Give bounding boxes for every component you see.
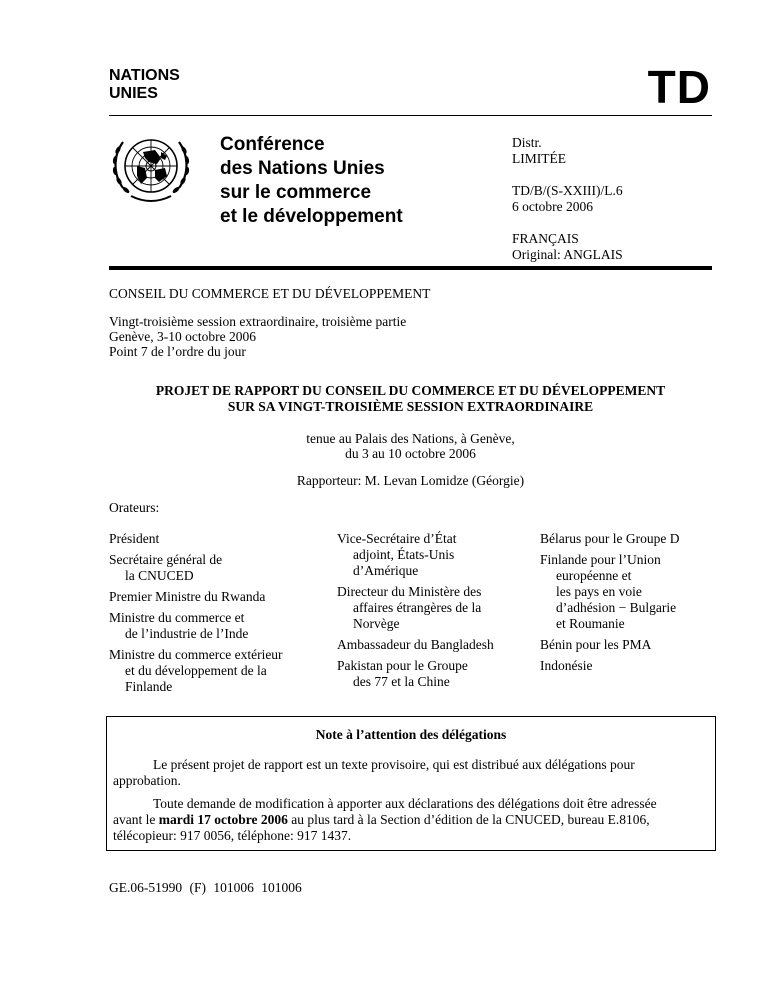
- speakers-column-3: [540, 531, 715, 679]
- conference-line1: Conférence: [220, 134, 325, 155]
- speaker-item: Président: [109, 531, 160, 546]
- conference-line2: des Nations Unies: [220, 158, 385, 179]
- delegation-note-box: [106, 716, 716, 851]
- speaker-item: Pakistan pour le Groupe des 77 et la Chine: [337, 658, 468, 689]
- session-info: [109, 314, 406, 359]
- header-rule: [109, 115, 712, 116]
- speakers-column-1: [109, 531, 334, 700]
- doc-date: 6 octobre 2006: [512, 199, 593, 214]
- note-title: Note à l’attention des délégations: [315, 727, 507, 742]
- org-line2: UNIES: [109, 85, 158, 102]
- distr-type: LIMITÉE: [512, 151, 566, 166]
- speaker-item: Bélarus pour le Groupe D: [540, 531, 680, 546]
- title-line2: SUR SA VINGT-TROISIÈME SESSION EXTRAORDINAIRE: [227, 399, 594, 414]
- doc-original: Original: ANGLAIS: [512, 247, 623, 262]
- speaker-item: Vice-Secrétaire d’État adjoint, États-Unis d’Amérique: [337, 531, 457, 578]
- speakers-label: Orateurs:: [109, 500, 160, 515]
- distribution-block: [512, 135, 623, 263]
- document-series-symbol: TD: [647, 61, 711, 113]
- session-line1: Vingt-troisième session extraordinaire, troisième partie: [109, 314, 407, 329]
- header-thick-rule: [109, 266, 712, 270]
- job-number: GE.06-51990 (F): [109, 880, 206, 895]
- session-line2: Genève, 3-10 octobre 2006: [109, 329, 256, 344]
- deadline-date: mardi 17 octobre 2006: [158, 812, 288, 827]
- conference-name: [220, 133, 403, 229]
- held-line2: du 3 au 10 octobre 2006: [345, 446, 476, 461]
- document-title: [109, 383, 712, 415]
- speaker-item: Ministre du commerce et de l’industrie de l’Inde: [109, 610, 249, 641]
- footer-date-2: 101006: [261, 880, 302, 895]
- note-paragraph-2: Toute demande de modification à apporter aux déclarations des délégations doit être adressée avant le mardi 17 octobre 2006 au plus tard à la Section d’édition de la CNUCED, bureau E.8106, télécopieur: 917 0056, téléphone: 917 1437.: [113, 796, 657, 843]
- held-line1: tenue au Palais des Nations, à Genève,: [306, 431, 515, 446]
- speaker-item: Finlande pour l’Union européenne et les pays en voie d’adhésion − Bulgarie et Roumanie: [540, 552, 677, 631]
- session-line3: Point 7 de l’ordre du jour: [109, 344, 246, 359]
- footer-job-number: [109, 880, 302, 896]
- footer-date-1: 101006: [213, 880, 254, 895]
- held-info: [109, 431, 712, 461]
- rapporteur: Rapporteur: M. Levan Lomidze (Géorgie): [296, 473, 525, 488]
- doc-language: FRANÇAIS: [512, 231, 579, 246]
- note-paragraph-1: Le présent projet de rapport est un texte provisoire, qui est distribué aux délégations pour approbation.: [113, 757, 635, 788]
- speaker-item: Premier Ministre du Rwanda: [109, 589, 266, 604]
- speaker-item: Ministre du commerce extérieur et du développement de la Finlande: [109, 647, 283, 694]
- speaker-item: Ambassadeur du Bangladesh: [337, 637, 494, 652]
- council-name: CONSEIL DU COMMERCE ET DU DÉVELOPPEMENT: [109, 286, 431, 301]
- speaker-item: Secrétaire général de la CNUCED: [109, 552, 223, 583]
- un-emblem-icon: [109, 128, 193, 210]
- speaker-item: Directeur du Ministère des affaires étrangères de la Norvège: [337, 584, 482, 631]
- doc-symbol: TD/B/(S-XXIII)/L.6: [512, 183, 623, 198]
- title-line1: PROJET DE RAPPORT DU CONSEIL DU COMMERCE ET DU DÉVELOPPEMENT: [155, 383, 666, 398]
- conference-line4: et le développement: [220, 206, 403, 227]
- speaker-item: Bénin pour les PMA: [540, 637, 652, 652]
- speakers-column-2: [337, 531, 527, 695]
- organization-name: [109, 67, 180, 103]
- conference-line3: sur le commerce: [220, 182, 372, 203]
- distr-label: Distr.: [512, 135, 542, 150]
- speaker-item: Indonésie: [540, 658, 593, 673]
- org-line1: NATIONS: [109, 67, 180, 84]
